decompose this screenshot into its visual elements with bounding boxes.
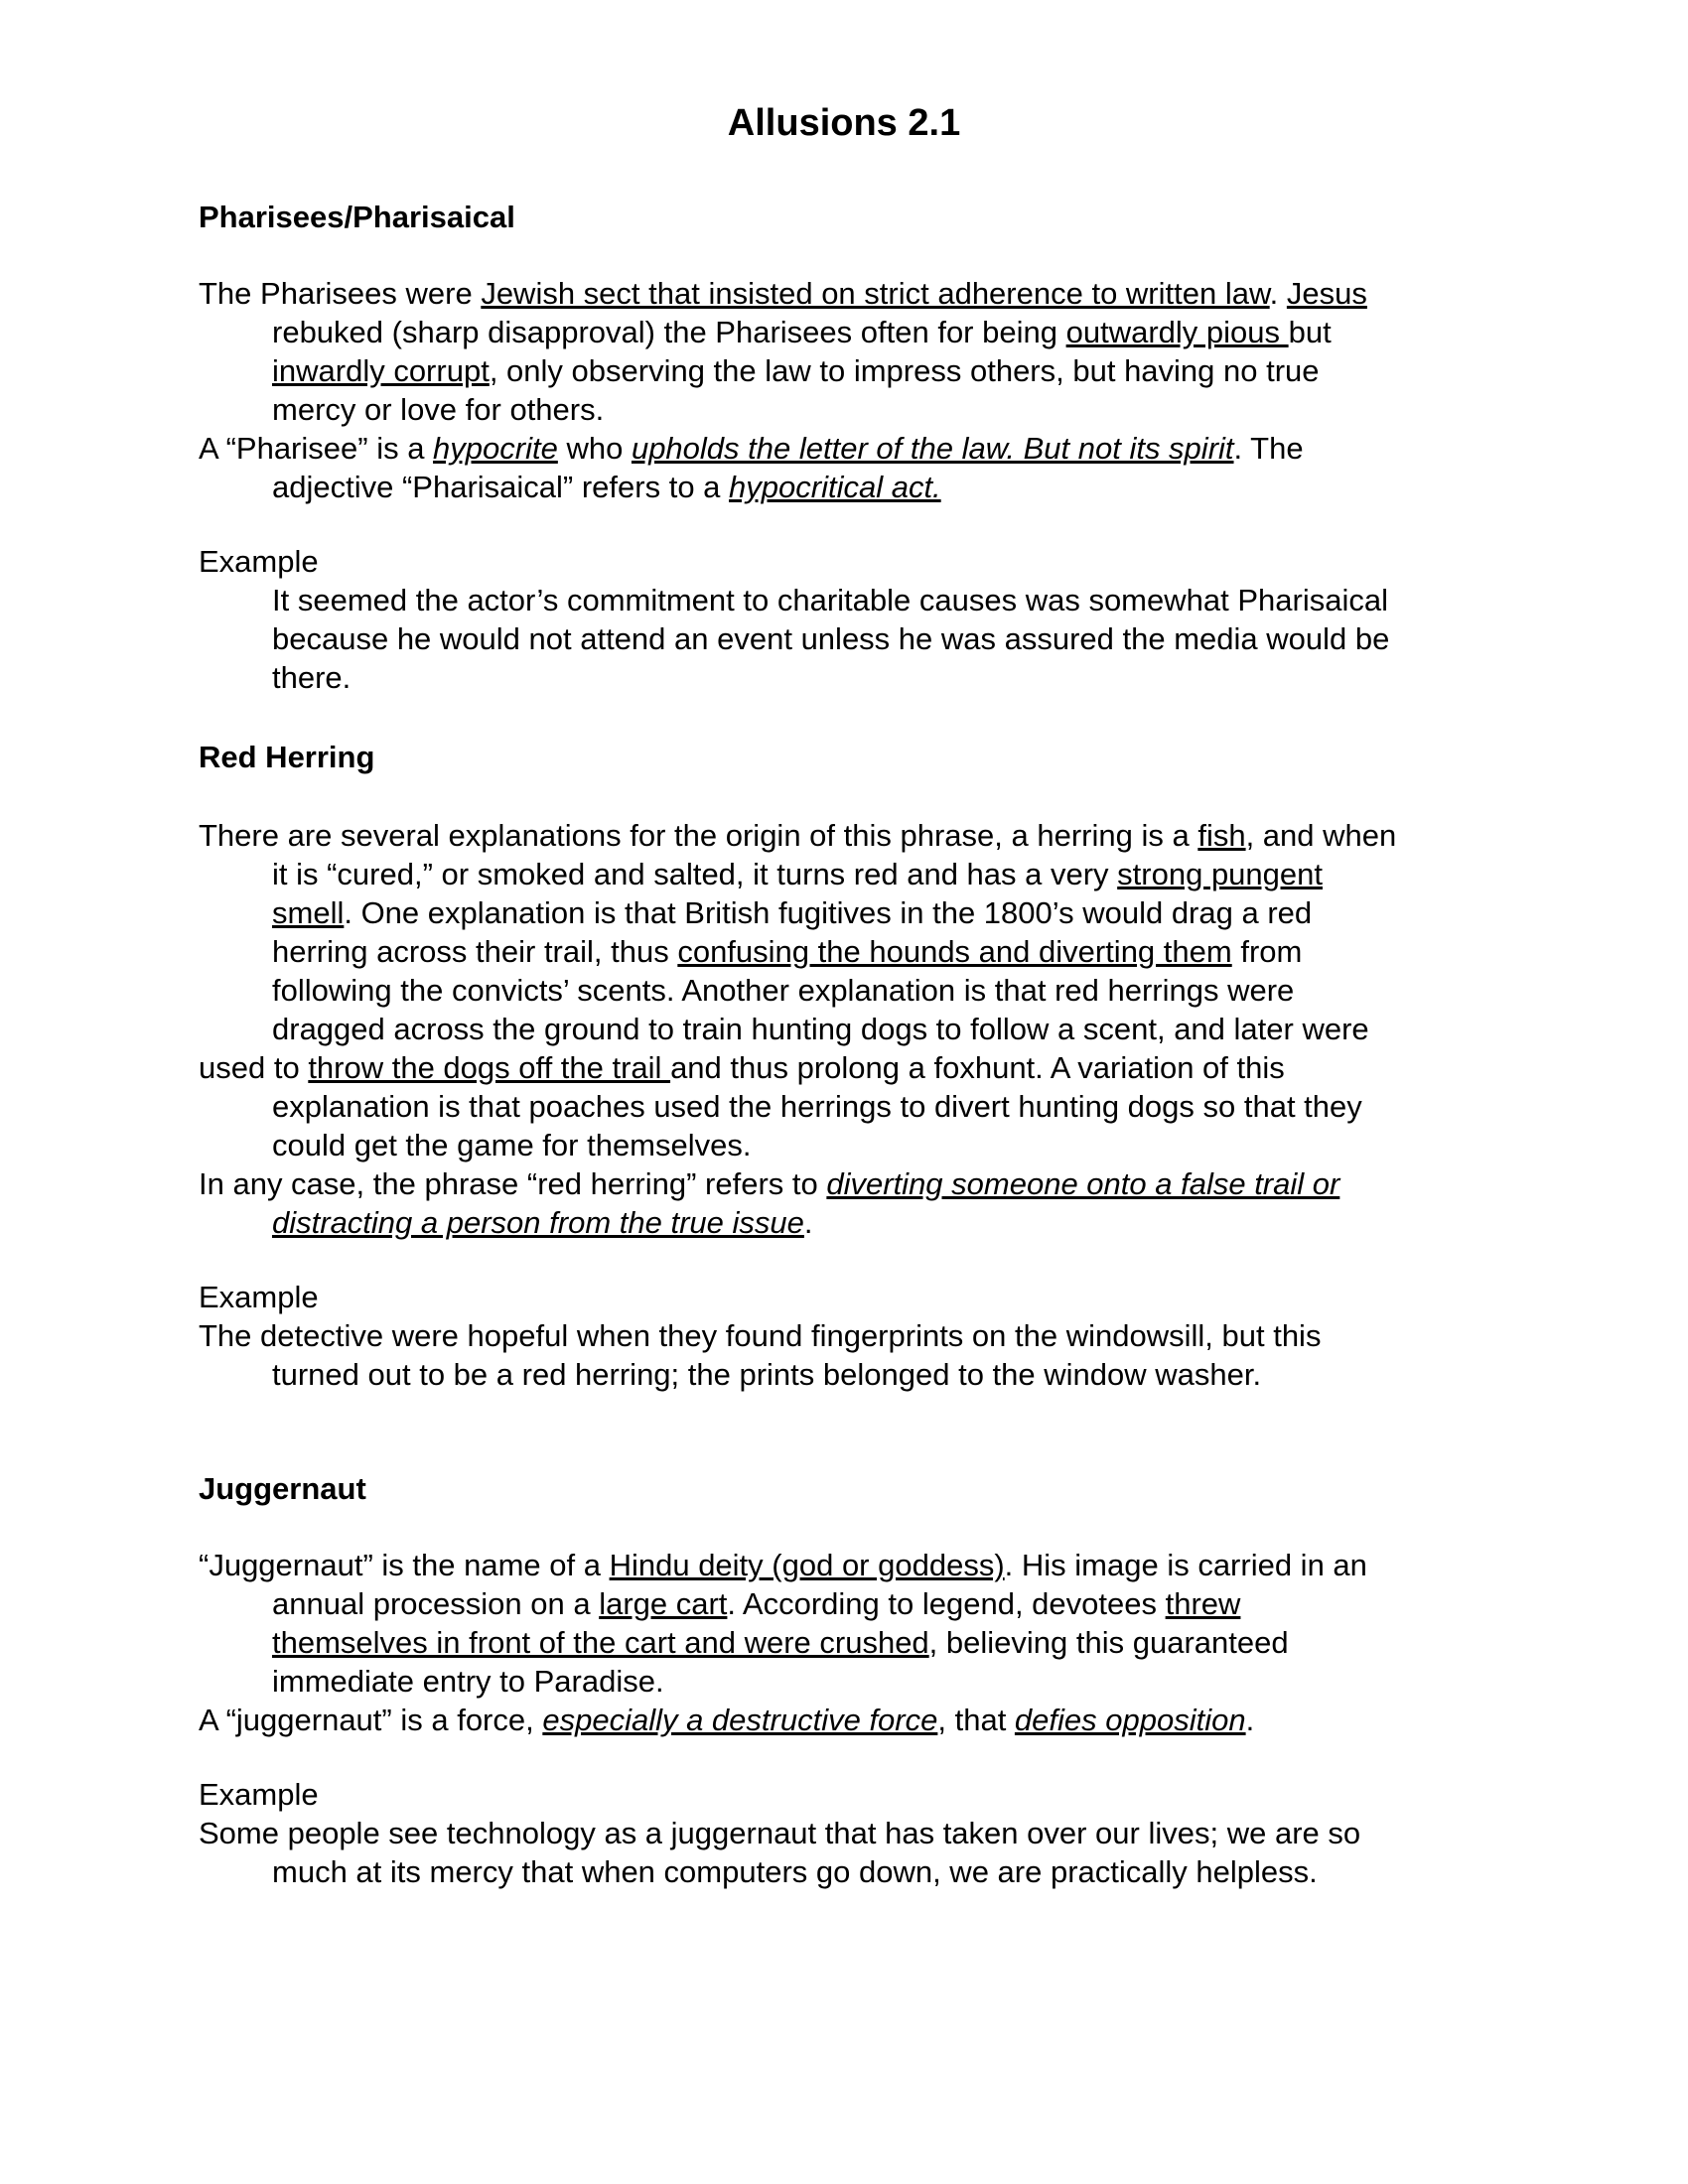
underlined-term: confusing the hounds and diverting them [677, 934, 1232, 969]
emphasized-term: upholds the letter of the law. But not its spirit [631, 431, 1234, 466]
section-heading-pharisees: Pharisees/Pharisaical [199, 200, 515, 234]
text-run: . [803, 1205, 813, 1240]
underlined-term: Jesus [1286, 276, 1367, 311]
text-run: The Pharisees were [199, 276, 482, 311]
underlined-term: themselves in front of the cart and were crushed [272, 1625, 929, 1660]
underlined-term: strong pungent [1117, 857, 1323, 891]
text-line [199, 855, 1499, 893]
text-run: but [1288, 315, 1332, 349]
text-run: following the convicts’ scents. Another explanation is that red herrings were [272, 973, 1295, 1008]
text-line [199, 1203, 1499, 1242]
emphasized-term: especially a destructive force [542, 1703, 938, 1737]
text-run: rebuked (sharp disapproval) the Pharisees often for being [272, 315, 1066, 349]
underlined-term: fish [1197, 818, 1246, 853]
text-line [199, 816, 1499, 855]
underlined-term: smell [272, 895, 345, 930]
text-run: A “Pharisee” is a [199, 431, 434, 466]
red-herring-example [199, 1316, 1499, 1394]
text-run: A “juggernaut” is a force, [199, 1703, 543, 1737]
underlined-term: throw the dogs off the trail [308, 1050, 671, 1085]
text-run: annual procession on a [272, 1586, 600, 1621]
text-run: There are several explanations for the origin of this phrase, a herring is a [199, 818, 1198, 853]
emphasized-term: defies opposition [1014, 1703, 1246, 1737]
emphasized-term: diverting someone onto a false trail or [826, 1166, 1340, 1201]
text-run: mercy or love for others. [272, 392, 605, 427]
text-run: , that [937, 1703, 1015, 1737]
text-run: . One explanation is that British fugitives in the 1800’s would drag a red [344, 895, 1313, 930]
juggernaut-example [199, 1814, 1499, 1891]
text-line: much at its mercy that when computers go down, we are practically helpless. [272, 1854, 1318, 1889]
underlined-term: large cart [599, 1586, 728, 1621]
text-run: herring across their trail, thus [272, 934, 678, 969]
text-run: it is “cured,” or smoked and salted, it turns red and has a very [272, 857, 1118, 891]
text-run: dragged across the ground to train hunting dogs to follow a scent, and later were [272, 1012, 1369, 1046]
text-line [199, 893, 1499, 932]
text-line [199, 1623, 1499, 1662]
text-run: could get the game for themselves. [272, 1128, 752, 1162]
emphasized-term: hypocrite [433, 431, 558, 466]
document-page [199, 0, 1519, 2184]
pharisees-definition [199, 274, 1499, 506]
text-line [199, 1662, 1499, 1701]
text-run: , believing this guaranteed [928, 1625, 1289, 1660]
text-line: Some people see technology as a juggernaut that has taken over our lives; we are so [199, 1816, 1361, 1850]
text-run: . The [1233, 431, 1304, 466]
text-run: used to [199, 1050, 309, 1085]
section-heading-red-herring: Red Herring [199, 740, 375, 774]
underlined-term: threw [1165, 1586, 1241, 1621]
text-run: . According to legend, devotees [727, 1586, 1166, 1621]
text-line [199, 390, 1499, 429]
red-herring-definition [199, 816, 1499, 1242]
example-label: Example [199, 544, 319, 579]
pharisees-example [199, 581, 1499, 697]
text-line: It seemed the actor’s commitment to charitable causes was somewhat Pharisaical [272, 583, 1388, 617]
text-run: explanation is that poaches used the herrings to divert hunting dogs so that they [272, 1089, 1362, 1124]
example-label: Example [199, 1777, 319, 1812]
text-line: turned out to be a red herring; the prints belonged to the window washer. [272, 1357, 1262, 1392]
text-line [199, 1048, 1499, 1087]
text-run: , only observing the law to impress others, but having no true [489, 353, 1320, 388]
text-run: from [1231, 934, 1303, 969]
text-line [199, 274, 1499, 313]
text-line [199, 1546, 1499, 1584]
text-line [199, 429, 1499, 468]
text-line [199, 971, 1499, 1010]
text-line [199, 1010, 1499, 1048]
text-line [199, 1701, 1499, 1739]
text-line: there. [272, 660, 352, 695]
text-line [199, 1584, 1499, 1623]
text-run: and thus prolong a foxhunt. A variation of this [670, 1050, 1285, 1085]
juggernaut-definition [199, 1546, 1499, 1739]
text-run: . His image is carried in an [1004, 1548, 1367, 1582]
text-line [199, 1126, 1499, 1164]
underlined-term: Jewish sect that insisted on strict adherence to written law [481, 276, 1270, 311]
text-run: . [1245, 1703, 1255, 1737]
underlined-term: outwardly pious [1065, 315, 1289, 349]
section-heading-juggernaut: Juggernaut [199, 1471, 366, 1506]
text-run: adjective “Pharisaical” refers to a [272, 470, 730, 504]
text-line: because he would not attend an event unless he was assured the media would be [272, 621, 1390, 656]
text-run: who [557, 431, 632, 466]
text-line [199, 313, 1499, 351]
text-line [199, 351, 1499, 390]
text-line [199, 1087, 1499, 1126]
page-title: Allusions 2.1 [727, 102, 961, 144]
underlined-term: inwardly corrupt [272, 353, 490, 388]
text-line [199, 468, 1499, 506]
text-line [199, 1164, 1499, 1203]
emphasized-term: distracting a person from the true issue [272, 1205, 804, 1240]
text-run: immediate entry to Paradise. [272, 1664, 664, 1699]
text-run: “Juggernaut” is the name of a [199, 1548, 610, 1582]
text-run: . [1269, 276, 1287, 311]
underlined-term: Hindu deity (god or goddess) [609, 1548, 1005, 1582]
text-run: In any case, the phrase “red herring” refers to [199, 1166, 827, 1201]
text-run: , and when [1245, 818, 1397, 853]
text-line [199, 932, 1499, 971]
text-line: The detective were hopeful when they found fingerprints on the windowsill, but this [199, 1318, 1322, 1353]
example-label: Example [199, 1280, 319, 1314]
emphasized-term: hypocritical act. [729, 470, 941, 504]
